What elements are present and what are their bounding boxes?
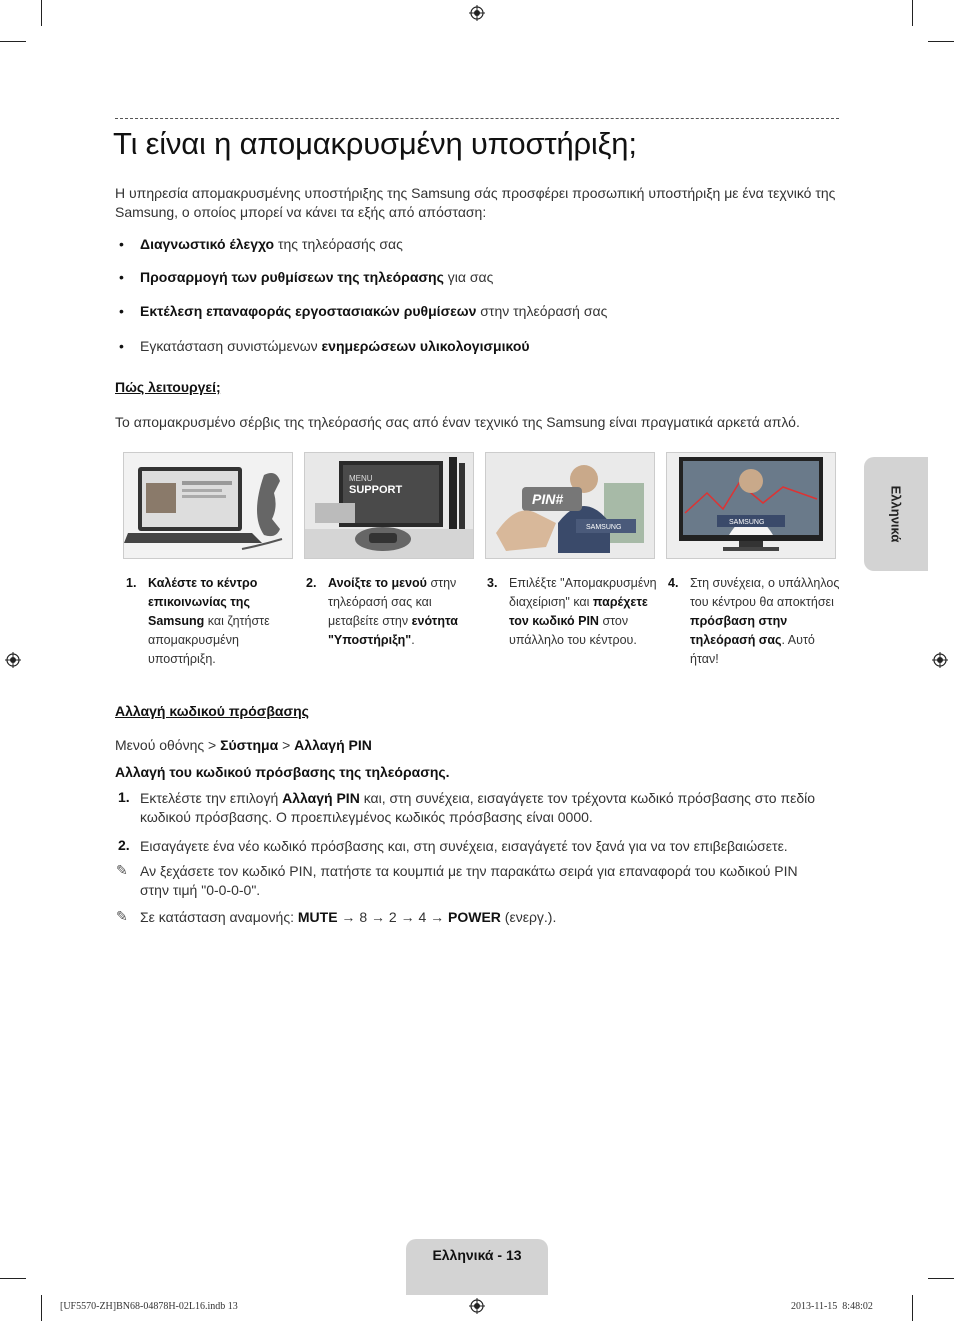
title-dashed-rule — [115, 118, 839, 119]
change-pin-heading: Αλλαγή κωδικού πρόσβασης — [115, 703, 309, 719]
note: Αν ξεχάσετε τον κωδικό PIN, πατήστε τα κουμπιά με την παρακάτω σειρά για επαναφορά του κωδικού PIN στην τιμή "0-0-0-0". — [140, 863, 798, 898]
note: Σε κατάσταση αναμονής: MUTE → 8 → 2 → 4 → POWER (ενεργ.). — [140, 909, 557, 925]
bullet-item: • Εκτέλεση επαναφοράς εργοστασιακών ρυθμίσεων στην τηλεόρασή σας — [140, 303, 607, 319]
bullet-item: • Διαγνωστικό έλεγχο της τηλεόρασής σας — [140, 236, 403, 252]
crop-mark — [41, 0, 42, 26]
crop-mark — [912, 0, 913, 26]
crop-mark — [928, 41, 954, 42]
note-pencil-icon: ✎ — [116, 908, 128, 924]
page-number-tab: Ελληνικά - 13 — [406, 1239, 548, 1295]
crop-mark — [0, 1278, 26, 1279]
intro-paragraph: Η υπηρεσία απομακρυσμένης υποστήριξης της Samsung σάς προσφέρει προσωπική υποστήριξη με ένα τεχνικό της Samsung, ο οποίος μπορεί να κάνει τα εξής από απόσταση: — [115, 185, 836, 220]
step-4-image — [666, 452, 836, 559]
pin-step-number: 2. — [118, 837, 130, 853]
how-it-works-text: Το απομακρυσμένο σέρβις της τηλεόρασής σας από έναν τεχνικό της Samsung είναι πραγματικά αρκετά απλό. — [115, 414, 800, 430]
bullet-item: • Εγκατάσταση συνιστώμενων ενημερώσεων υλικολογισμικού — [140, 338, 530, 354]
registration-mark-icon — [469, 1298, 485, 1314]
step-caption: 4. Στη συνέχεια, ο υπάλληλος του κέντρου θα αποκτήσει πρόσβαση στην τηλεόρασή σας. Αυτό ήταν! — [668, 576, 840, 666]
crop-mark — [41, 1295, 42, 1321]
note-pencil-icon: ✎ — [116, 862, 128, 878]
print-info-right: 2013-11-15 ​ 8:48:02 — [791, 1301, 873, 1312]
menu-label: MENU — [349, 474, 373, 483]
pin-step-number: 1. — [118, 789, 130, 805]
registration-mark-icon — [932, 652, 948, 668]
pin-label: PIN# — [532, 491, 564, 507]
support-label: SUPPORT — [349, 484, 403, 496]
step-2-image — [304, 452, 474, 559]
crop-mark — [928, 1278, 954, 1279]
step-3-image — [485, 452, 655, 559]
step-caption: 2. Ανοίξτε το μενού στην τηλεόρασή σας και μεταβείτε στην ενότητα "Υποστήριξη". — [306, 576, 458, 647]
registration-mark-icon — [469, 5, 485, 21]
print-info-left: [UF5570-ZH]BN68-04878H-02L16.indb 13 — [60, 1301, 238, 1312]
pin-step: Εισαγάγετε ένα νέο κωδικό πρόσβασης και, στη συνέχεια, εισαγάγετέ τον ξανά για να τον επιβεβαιώσετε. — [140, 838, 788, 854]
brand-label: SAMSUNG — [586, 524, 622, 531]
step-caption: 1. Καλέστε το κέντρο επικοινωνίας της Samsung και ζητήστε απομακρυσμένη υποστήριξη. — [126, 576, 270, 666]
brand-label: SAMSUNG — [729, 519, 765, 526]
crop-mark — [912, 1295, 913, 1321]
step-1-image — [123, 452, 293, 559]
page-title: Τι είναι η απομακρυσμένη υποστήριξη; — [113, 126, 637, 161]
how-it-works-heading: Πώς λειτουργεί; — [115, 379, 221, 395]
step-caption: 3. Επιλέξτε "Απομακρυσμένη διαχείριση" και παρέχετε τον κωδικό PIN στον υπάλληλο του κέντρου. — [487, 576, 657, 647]
bullet-item: • Προσαρμογή των ρυθμίσεων της τηλεόρασης για σας — [140, 269, 493, 285]
registration-mark-icon — [5, 652, 21, 668]
pin-step: Εκτελέστε την επιλογή Αλλαγή PIN και, στη συνέχεια, εισαγάγετε τον τρέχοντα κωδικό πρόσβασης στο πεδίο κωδικού πρόσβασης. Ο προεπιλεγμένος κωδικός πρόσβασης είναι 0000. — [140, 790, 816, 825]
change-pin-intro: Αλλαγή του κωδικού πρόσβασης της τηλεόρασης. — [115, 764, 450, 780]
menu-path: Μενού οθόνης > Σύστημα > Αλλαγή PIN — [115, 737, 372, 753]
crop-mark — [0, 41, 26, 42]
language-side-tab: Ελληνικά — [864, 457, 928, 571]
